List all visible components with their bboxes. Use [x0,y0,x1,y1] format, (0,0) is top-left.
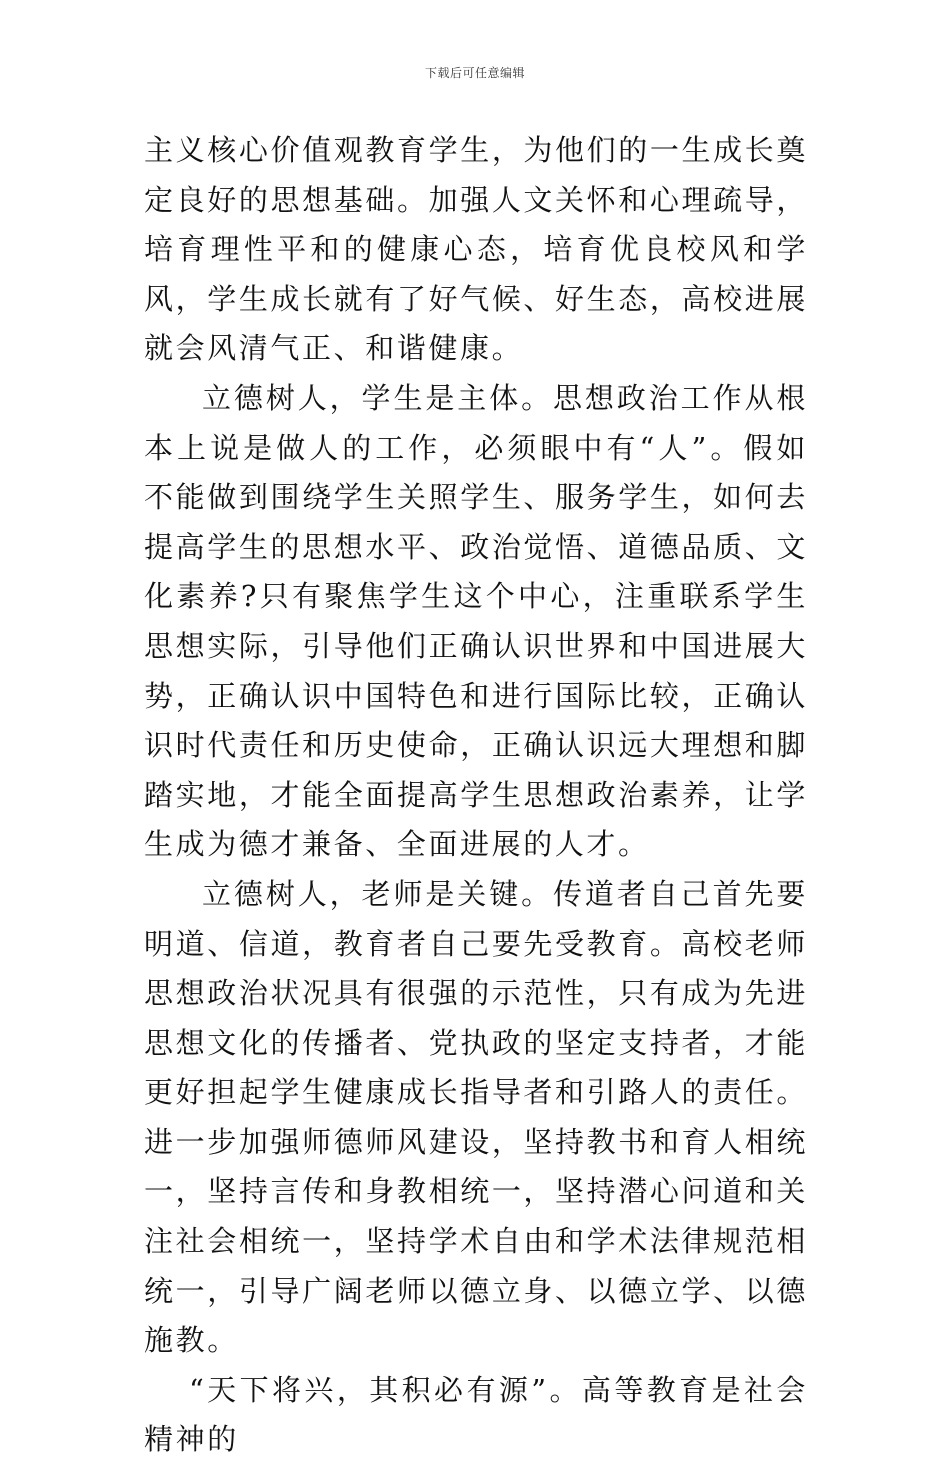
document-body [144,126,808,1465]
page-header-note: 下载后可任意编辑 [424,66,525,80]
paragraph-higher-education: “天下将兴，其积必有源”。高等教育是社会精神的 [144,1372,808,1457]
paragraph-teachers: 立德树人，老师是关键。传道者自己首先要明道、信道，教育者自己要先受教育。高校老师思想政治状况具有很强的示范性，只有成为先进思想文化的传播者、党执政的坚定支持者，才能更好担起学生健康成长指导者和引路人的责任。进一步加强师德师风建设，坚持教书和育人相统一，坚持言传和身教相统一，坚持潜心问道和关注社会相统一，坚持学术自由和学术法律规范相统一，引导广阔老师以德立身、以德立学、以德施教。 [144,876,808,1358]
paragraph-students: 立德树人，学生是主体。思想政治工作从根本上说是做人的工作，必须眼中有“人”。假如不能做到围绕学生关照学生、服务学生，如何去提高学生的思想水平、政治觉悟、道德品质、文化素养?只有聚焦学生这个中心，注重联系学生思想实际，引导他们正确认识世界和中国进展大势，正确认识中国特色和进行国际比较，正确认识时代责任和历史使命，正确认识远大理想和脚踏实地，才能全面提高学生思想政治素养，让学生成为德才兼备、全面进展的人才。 [144,380,808,862]
paragraph-continuation: 主义核心价值观教育学生，为他们的一生成长奠定良好的思想基础。加强人文关怀和心理疏导，培育理性平和的健康心态，培育优良校风和学风，学生成长就有了好气候、好生态，高校进展就会风清气正、和谐健康。 [144,133,808,366]
